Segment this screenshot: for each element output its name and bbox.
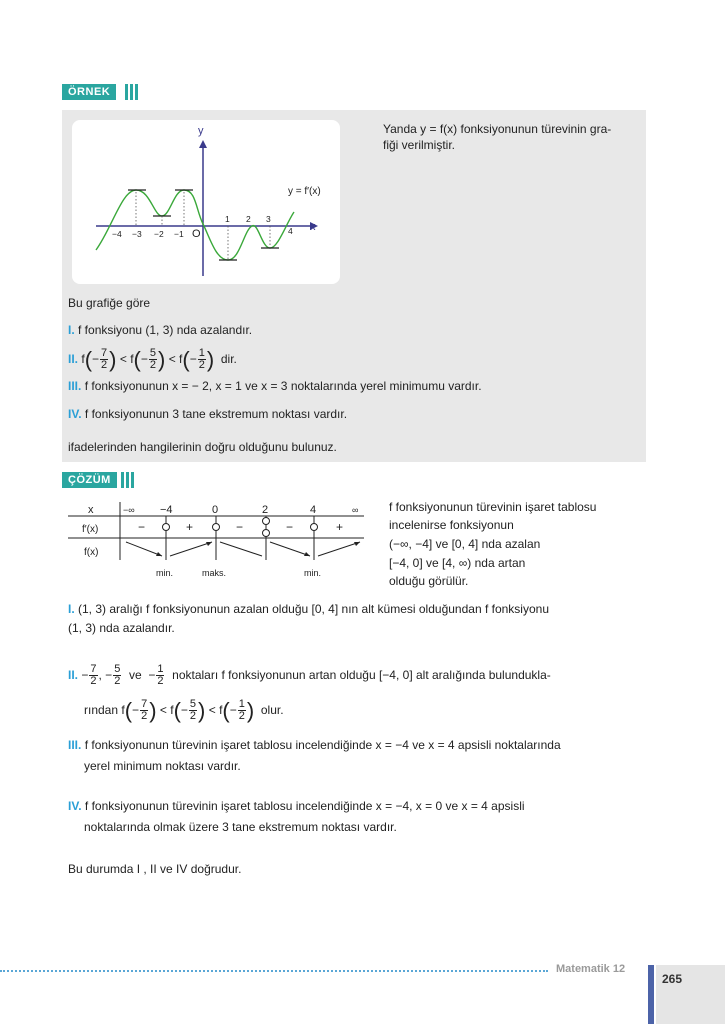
item-number: IV. [68, 407, 82, 421]
lead-text: Bu grafiğe göre [68, 296, 151, 310]
question-text: ifadelerinden hangilerinin doğru olduğunu bulunuz. [68, 440, 337, 454]
x-value: −4 [160, 504, 173, 516]
example-tag: ÖRNEK [62, 84, 116, 100]
page-accent-bar [648, 965, 654, 1024]
x-value: 0 [212, 504, 219, 516]
extremum-label: min. [304, 568, 322, 578]
x-tick: 3 [266, 214, 271, 224]
item-4 [68, 405, 347, 423]
sign: − [138, 520, 146, 534]
y-axis-label: y [198, 125, 204, 137]
row-label-derivative: f′(x) [82, 524, 99, 535]
solution-p2-line1: II. − $\frac{7}{2}$ , − $\frac{5}{2}$ ve − $\frac{1}{2}$ noktaları f fonksiyonunun artan olduğu [−4, 0] alt aralığında bulundukla- [68, 663, 551, 688]
solution-p4-line2: noktalarında olmak üzere 3 tane ekstremum noktası vardır. [84, 820, 397, 834]
intro-line-2: fiği verilmiştir. [383, 138, 456, 152]
item-text: f fonksiyonu (1, 3) nda azalandır. [78, 323, 253, 337]
solution-p2-line2: rından f(− $\frac{7}{2}$ ) < f(− $\frac{5}{2}$ ) < f(− $\frac{1}{2}$ ) olur. [84, 697, 284, 723]
x-value: −∞ [123, 505, 135, 515]
item-number: III. [68, 379, 82, 393]
solution-tag: ÇÖZÜM [62, 472, 117, 488]
item-text: f fonksiyonunun 3 tane ekstremum noktası vardır. [84, 407, 348, 421]
x-value: 4 [310, 504, 317, 516]
side-text-5: olduğu görülür. [389, 574, 469, 588]
x-tick: −3 [132, 229, 142, 239]
x-tick: 1 [225, 214, 230, 224]
solution-p1-line2: (1, 3) nda azalandır. [68, 621, 175, 635]
x-value: ∞ [352, 505, 359, 515]
solution-tag-bars [121, 472, 134, 488]
x-tick: −4 [112, 229, 122, 239]
row-label-x: x [88, 504, 94, 516]
book-title: Matematik 12 [556, 963, 626, 975]
solution-p1-line1: I. (1, 3) aralığı f fonksiyonunun azalan olduğu [0, 4] nın alt kümesi olduğundan f fonksiyonu [68, 602, 549, 616]
intro-line-1: Yanda y = f(x) fonksiyonunun türevinin gra- [383, 122, 612, 136]
origin-label: O [192, 228, 201, 240]
x-value: 2 [262, 504, 269, 516]
footer-dotted-rule [0, 970, 548, 972]
x-tick: 2 [246, 214, 251, 224]
derivative-curve [96, 190, 294, 260]
x-tick: 4 [288, 226, 293, 236]
row-label-function: f(x) [84, 547, 99, 558]
sign: + [336, 520, 344, 534]
item-3 [68, 377, 482, 395]
item-2: II. f(− $\frac{7}{2}$ ) < f(− $\frac{5}{2}$ ) < f(− $\frac{1}{2}$ ) dir. [68, 346, 237, 372]
item-1 [68, 321, 252, 339]
sign: − [236, 520, 244, 534]
example-tag-bars [125, 84, 138, 100]
side-text-1: f fonksiyonunun türevinin işaret tablosu [389, 500, 597, 514]
solution-p4-line1: IV. f fonksiyonunun türevinin işaret tablosu incelendiğinde x = −4, x = 0 ve x = 4 apsisli [68, 799, 525, 813]
x-tick: −1 [174, 229, 184, 239]
x-tick: −2 [154, 229, 164, 239]
x-axis-label: x [310, 221, 316, 233]
sign: − [286, 520, 294, 534]
side-text-4: [−4, 0] ve [4, ∞) nda artan [389, 556, 526, 570]
solution-p3-line2: yerel minimum noktası vardır. [84, 759, 241, 773]
extremum-label: maks. [202, 568, 227, 578]
item-text: f fonksiyonunun x = − 2, x = 1 ve x = 3 noktalarında yerel minimumu vardır. [84, 379, 482, 393]
y-axis-arrow-icon [199, 140, 207, 148]
side-text-3: (−∞, −4] ve [0, 4] nda azalan [389, 537, 541, 551]
sign: + [186, 520, 194, 534]
extremum-label: min. [156, 568, 174, 578]
curve-label: y = f′(x) [288, 186, 321, 197]
item-number: II. [68, 352, 79, 366]
page-number: 265 [662, 972, 683, 986]
item-number: I. [68, 323, 75, 337]
sign-table [68, 498, 368, 584]
derivative-graph [72, 120, 340, 284]
side-text-2: incelenirse fonksiyonun [389, 518, 514, 532]
solution-p3-line1: III. f fonksiyonunun türevinin işaret tablosu incelendiğinde x = −4 ve x = 4 apsisli noktalarında [68, 738, 561, 752]
conclusion-text: Bu durumda I , II ve IV doğrudur. [68, 862, 242, 876]
